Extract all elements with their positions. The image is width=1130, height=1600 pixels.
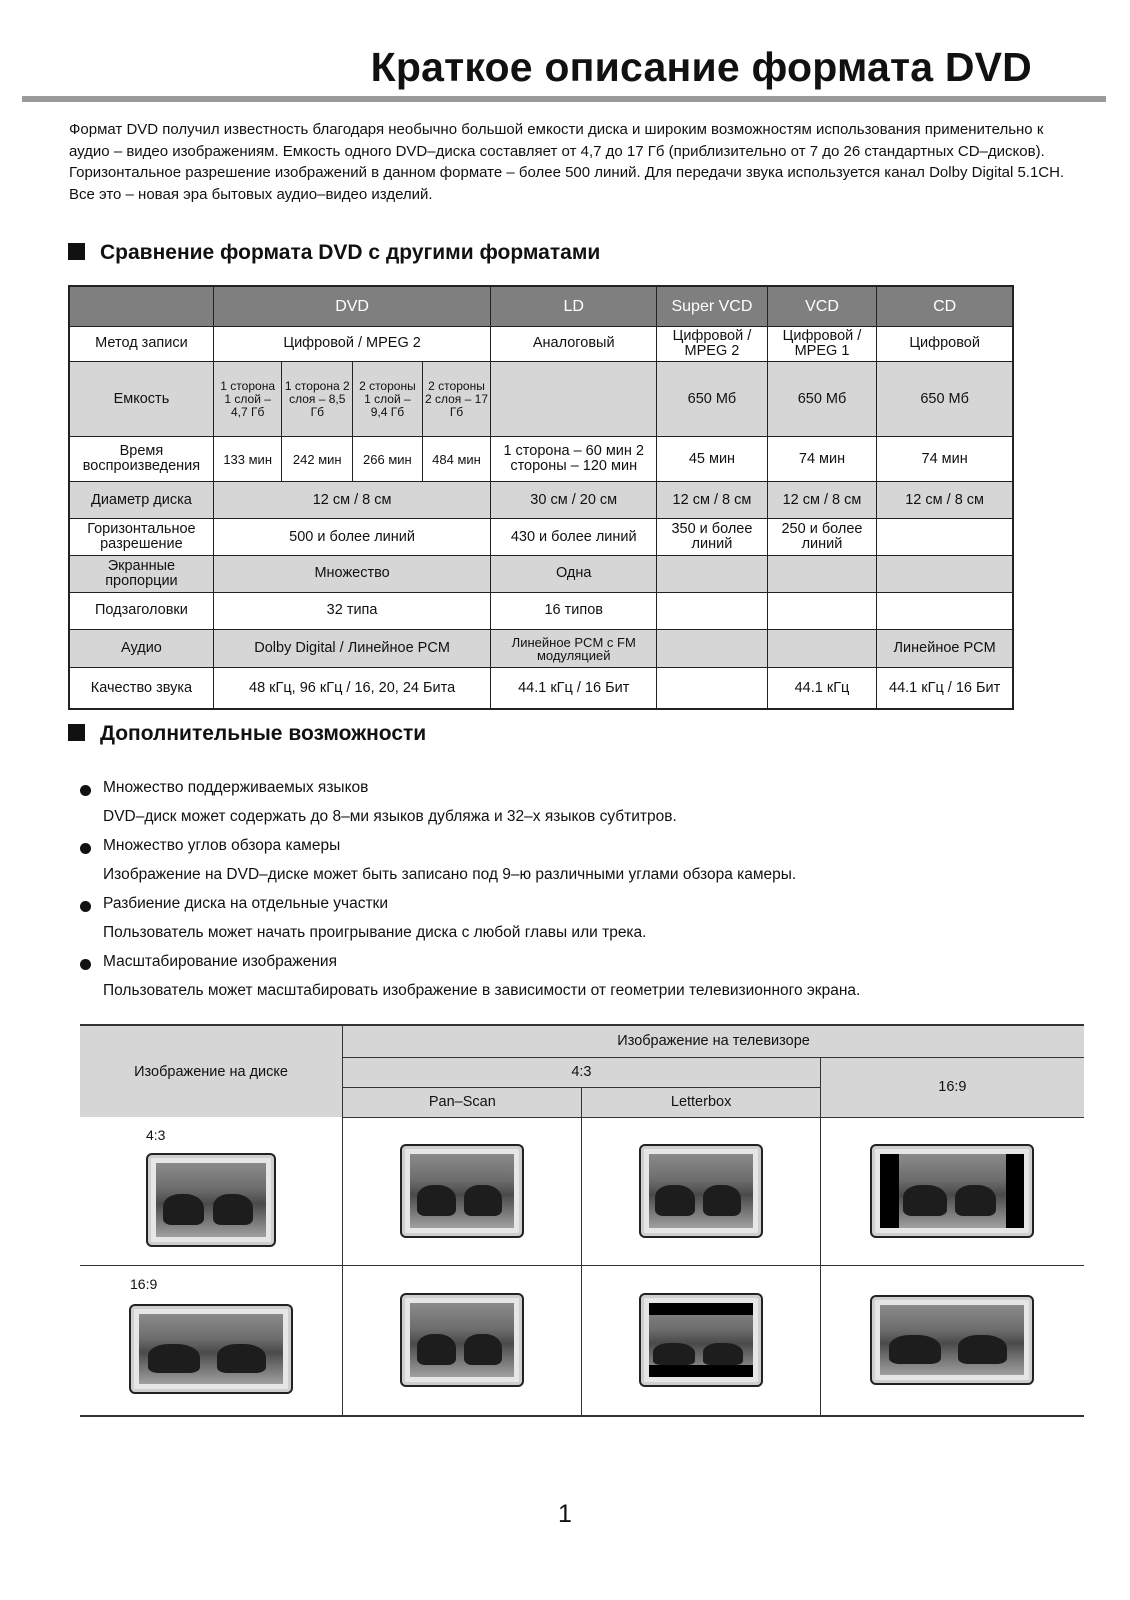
section-heading-text: Дополнительные возможности bbox=[100, 722, 427, 745]
table-cell bbox=[877, 519, 1013, 556]
table-cell bbox=[582, 1265, 820, 1416]
table-cell bbox=[767, 555, 877, 592]
elephant-scene-image bbox=[410, 1303, 514, 1377]
table-row bbox=[69, 437, 1013, 482]
table-cell bbox=[491, 361, 657, 437]
table-cell bbox=[657, 629, 768, 668]
tv-screen-image bbox=[639, 1144, 763, 1238]
row-label: Горизонтальное разрешение bbox=[69, 519, 213, 556]
feature-title: Множество поддерживаемых языков bbox=[103, 779, 369, 796]
header-vcd: VCD bbox=[767, 286, 877, 326]
header-letterbox: Letterbox bbox=[582, 1087, 820, 1117]
bullet-icon bbox=[80, 843, 91, 854]
row-label: Время воспроизведения bbox=[69, 437, 213, 482]
table-cell: 32 типа bbox=[213, 592, 490, 629]
table-cell: Аналоговый bbox=[491, 326, 657, 361]
square-bullet-icon bbox=[68, 724, 85, 741]
row-label: Качество звука bbox=[69, 668, 213, 709]
table-row bbox=[69, 361, 1013, 437]
row-ratio-label: 4:3 bbox=[146, 1127, 166, 1143]
table-cell bbox=[820, 1265, 1084, 1416]
feature-title: Множество углов обзора камеры bbox=[103, 837, 341, 854]
elephant-scene-image bbox=[156, 1163, 266, 1237]
table-cell bbox=[767, 592, 877, 629]
header-ld: LD bbox=[491, 286, 657, 326]
header-svcd: Super VCD bbox=[657, 286, 768, 326]
row-label: Диаметр диска bbox=[69, 482, 213, 519]
table-cell: 650 Мб bbox=[767, 361, 877, 437]
table-cell: 30 см / 20 см bbox=[491, 482, 657, 519]
elephant-scene-image bbox=[139, 1314, 283, 1384]
row-ratio-label: 16:9 bbox=[130, 1275, 158, 1292]
table-cell: 133 мин bbox=[213, 437, 282, 482]
tv-screen-image bbox=[400, 1293, 524, 1387]
table-cell: 1 сторона 1 слой – 4,7 Гб bbox=[213, 361, 282, 437]
elephant-scene-image bbox=[649, 1154, 753, 1228]
table-cell: 12 см / 8 см bbox=[767, 482, 877, 519]
table-cell bbox=[80, 1117, 343, 1265]
table-row bbox=[69, 482, 1013, 519]
page-title: Краткое описание формата DVD bbox=[370, 44, 1032, 90]
header-ratio-4-3: 4:3 bbox=[343, 1057, 821, 1087]
feature-title: Разбиение диска на отдельные участки bbox=[103, 895, 388, 912]
display-modes-table bbox=[80, 1024, 1084, 1417]
table-cell: 2 стороны 2 слоя – 17 Гб bbox=[422, 361, 491, 437]
table-cell: Линейное PCM с FM модуляцией bbox=[491, 629, 657, 668]
feature-title: Масштабирование изображения bbox=[103, 953, 337, 970]
bullet-icon bbox=[80, 901, 91, 912]
title-rule bbox=[22, 96, 1106, 102]
section-heading-text: Сравнение формата DVD с другими форматами bbox=[100, 241, 601, 264]
table-cell: 12 см / 8 см bbox=[213, 482, 490, 519]
elephant-scene-image bbox=[410, 1154, 514, 1228]
header-cd: CD bbox=[877, 286, 1013, 326]
pillarbox-bar bbox=[880, 1154, 899, 1228]
table-cell bbox=[767, 629, 877, 668]
table-cell: 44.1 кГц bbox=[767, 668, 877, 709]
letterbox-bar bbox=[649, 1303, 753, 1315]
table-row bbox=[69, 592, 1013, 629]
header-disc-image: Изображение на диске bbox=[80, 1025, 343, 1117]
tv-screen-image bbox=[400, 1144, 524, 1238]
tv-screen-image bbox=[870, 1295, 1034, 1385]
table-cell: 1 сторона 2 слоя – 8,5 Гб bbox=[282, 361, 353, 437]
table-cell: 350 и более линий bbox=[657, 519, 768, 556]
table-cell: Dolby Digital / Линейное PCM bbox=[213, 629, 490, 668]
table-header-row bbox=[69, 286, 1013, 326]
header-corner bbox=[69, 286, 213, 326]
table-cell: 45 мин bbox=[657, 437, 768, 482]
table-cell: 44.1 кГц / 16 Бит bbox=[491, 668, 657, 709]
feature-desc: Изображение на DVD–диске может быть записано под 9–ю различными углами обзора камеры. bbox=[103, 866, 797, 883]
table-cell bbox=[657, 555, 768, 592]
table-cell: 242 мин bbox=[282, 437, 353, 482]
table-cell bbox=[657, 592, 768, 629]
table-row bbox=[80, 1265, 1084, 1416]
table-cell bbox=[80, 1265, 343, 1416]
table-cell: 44.1 кГц / 16 Бит bbox=[877, 668, 1013, 709]
row-label: Подзаголовки bbox=[69, 592, 213, 629]
table-row bbox=[69, 519, 1013, 556]
elephant-scene-image bbox=[880, 1305, 1024, 1375]
letterbox-bar bbox=[649, 1365, 753, 1377]
table-cell: 650 Мб bbox=[877, 361, 1013, 437]
table-cell: 74 мин bbox=[877, 437, 1013, 482]
table-cell: 48 кГц, 96 кГц / 16, 20, 24 Бита bbox=[213, 668, 490, 709]
header-dvd: DVD bbox=[213, 286, 490, 326]
feature-desc: Пользователь может начать проигрывание диска с любой главы или трека. bbox=[103, 924, 647, 941]
feature-desc: DVD–диск может содержать до 8–ми языков дубляжа и 32–х языков субтитров. bbox=[103, 808, 677, 825]
elephant-scene-image bbox=[649, 1303, 753, 1377]
table-cell: Цифровой / MPEG 2 bbox=[213, 326, 490, 361]
table-cell: 1 сторона – 60 мин 2 стороны – 120 мин bbox=[491, 437, 657, 482]
intro-paragraph: Формат DVD получил известность благодаря необычно большой емкости диска и широким возможностям использования применительно к аудио – видео изображениям. Емкость одного DVD–диска составляет от 4,7 до 17 Гб (приблизительно от 7 до 26 стандартных CD–дисков). Горизонтальное разрешение изображений в данном формате – более 500 линий. Для передачи звука используется канал Dolby Digital 5.1CH. Все это – новая эра бытовых аудио–видео изделий. bbox=[69, 121, 1065, 203]
table-cell: 250 и более линий bbox=[767, 519, 877, 556]
table-row bbox=[69, 555, 1013, 592]
header-pan-scan: Pan–Scan bbox=[343, 1087, 582, 1117]
square-bullet-icon bbox=[68, 243, 85, 260]
table-cell: 74 мин bbox=[767, 437, 877, 482]
pillarbox-bar bbox=[1006, 1154, 1025, 1228]
table-cell bbox=[582, 1117, 820, 1265]
tv-screen-image bbox=[639, 1293, 763, 1387]
section-heading-comparison bbox=[68, 241, 600, 265]
table-cell: Линейное PCM bbox=[877, 629, 1013, 668]
feature-desc: Пользователь может масштабировать изображение в зависимости от геометрии телевизионного экрана. bbox=[103, 982, 861, 999]
table-cell: Одна bbox=[491, 555, 657, 592]
table-cell: 16 типов bbox=[491, 592, 657, 629]
table-row bbox=[80, 1117, 1084, 1265]
table-cell: 500 и более линий bbox=[213, 519, 490, 556]
table-cell bbox=[657, 668, 768, 709]
table-cell: Цифровой / MPEG 2 bbox=[657, 326, 768, 361]
table-row bbox=[69, 668, 1013, 709]
header-ratio-16-9: 16:9 bbox=[820, 1057, 1084, 1117]
table-cell bbox=[877, 592, 1013, 629]
header-tv-image: Изображение на телевизоре bbox=[343, 1025, 1084, 1057]
row-label: Емкость bbox=[69, 361, 213, 437]
table-cell: Цифровой bbox=[877, 326, 1013, 361]
table-cell: 266 мин bbox=[353, 437, 423, 482]
page-number: 1 bbox=[558, 1500, 572, 1528]
table-cell: 12 см / 8 см bbox=[657, 482, 768, 519]
tv-screen-image bbox=[146, 1153, 276, 1247]
row-label: Метод записи bbox=[69, 326, 213, 361]
table-cell bbox=[343, 1265, 582, 1416]
table-cell: 650 Мб bbox=[657, 361, 768, 437]
table-cell bbox=[820, 1117, 1084, 1265]
table-cell: 2 стороны 1 слой – 9,4 Гб bbox=[353, 361, 423, 437]
row-label: Аудио bbox=[69, 629, 213, 668]
table-cell: 430 и более линий bbox=[491, 519, 657, 556]
table-cell: 484 мин bbox=[422, 437, 491, 482]
table-cell bbox=[343, 1117, 582, 1265]
elephant-scene-image bbox=[880, 1154, 1024, 1228]
table-row bbox=[69, 629, 1013, 668]
tv-screen-image bbox=[129, 1304, 293, 1394]
comparison-table bbox=[68, 285, 1014, 710]
table-header-row bbox=[80, 1025, 1084, 1057]
table-cell bbox=[877, 555, 1013, 592]
section-heading-features bbox=[68, 722, 426, 746]
table-cell: Множество bbox=[213, 555, 490, 592]
bullet-icon bbox=[80, 785, 91, 796]
table-cell: Цифровой / MPEG 1 bbox=[767, 326, 877, 361]
table-row bbox=[69, 326, 1013, 361]
tv-screen-image bbox=[870, 1144, 1034, 1238]
row-label: Экранные пропорции bbox=[69, 555, 213, 592]
table-cell: 12 см / 8 см bbox=[877, 482, 1013, 519]
bullet-icon bbox=[80, 959, 91, 970]
